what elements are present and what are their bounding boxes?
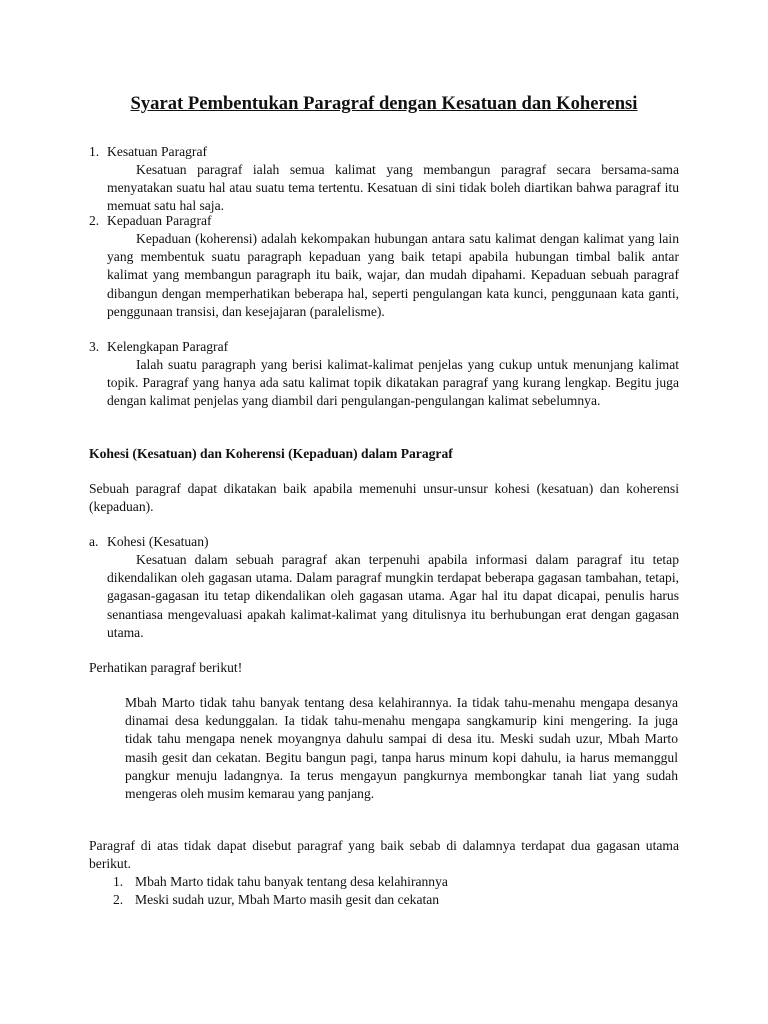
list-number: 2.	[89, 213, 100, 228]
list-number: 2.	[113, 892, 124, 907]
conclusion-paragraph: Paragraf di atas tidak dapat disebut paragraf yang baik sebab di dalamnya terdapat dua gagasan utama berikut.	[89, 838, 679, 872]
list-paragraph: Kesatuan paragraf ialah semua kalimat yang membangun paragraf secara bersama-sama menyatakan suatu hal atau suatu tema tertentu. Kesatuan di sini tidak boleh diartikan bahwa paragraf itu memuat satu hal saja.	[107, 162, 679, 214]
list-heading: Kepaduan Paragraf	[107, 213, 212, 228]
sub-item-paragraph: Kesatuan dalam sebuah paragraf akan terpenuhi apabila informasi dalam paragraf itu tetap dikendalikan oleh gagasan utama. Dalam paragraf mungkin terdapat beberapa gagasan tambahan, tetapi, gagasan-gagasan itu tetap dikendalikan oleh gagasan utama. Agar hal itu dapat dicapai, penulis harus senantiasa mengevaluasi apakah kalimat-kalimat yang ditulisnya itu berhubungan erat dengan gagasan utama.	[107, 552, 679, 640]
list-number: 3.	[89, 339, 100, 354]
prompt-text: Perhatikan paragraf berikut!	[89, 660, 243, 675]
list-paragraph: Ialah suatu paragraph yang berisi kalimat-kalimat penjelas yang cukup untuk menunjang kalimat topik. Paragraf yang hanya ada satu kalimat topik dikatakan paragraf yang kurang lengkap. Begitu juga dengan kalimat penjelas yang diambil dari pengulangan-pengulangan kalimat sebelumnya.	[107, 357, 679, 409]
sub-item-heading: Kohesi (Kesatuan)	[107, 534, 209, 549]
list-number: 1.	[89, 144, 100, 159]
list-text: Meski sudah uzur, Mbah Marto masih gesit dan cekatan	[135, 892, 440, 907]
list-number: 1.	[113, 874, 124, 889]
example-paragraph: Mbah Marto tidak tahu banyak tentang desa kelahirannya. Ia tidak tahu-menahu mengapa desanya dinamai desa kedunggalan. Ia tidak tahu-menahu mengapa sangkamurip kini mengering. Ia juga tidak tahu mengapa nenek moyangnya dahulu sampai di desa itu. Meski sudah uzur, Mbah Marto masih gesit dan cekatan. Begitu bangun pagi, tanpa harus minum kopi dahulu, ia harus memanggul pangkur menuju ladangnya. Ia terus mengayun pangkurnya membongkar tanah liat yang sudah mengeras oleh musim kemarau yang panjang.	[125, 695, 678, 802]
list-heading: Kesatuan Paragraf	[107, 144, 208, 159]
list-heading: Kelengkapan Paragraf	[107, 339, 229, 354]
section-heading: Kohesi (Kesatuan) dan Koherensi (Kepaduan) dalam Paragraf	[89, 446, 453, 461]
list-text: Mbah Marto tidak tahu banyak tentang desa kelahirannya	[135, 874, 448, 889]
page-title: Syarat Pembentukan Paragraf dengan Kesatuan dan Koherensi	[130, 93, 638, 114]
section-intro: Sebuah paragraf dapat dikatakan baik apabila memenuhi unsur-unsur kohesi (kesatuan) dan koherensi (kepaduan).	[89, 481, 679, 515]
list-paragraph: Kepaduan (koherensi) adalah kekompakan hubungan antara satu kalimat dengan kalimat yang lain yang membentuk suatu paragraph kepaduan yang baik tetapi apabila hubungan timbal balik antar kalimat yang membangun paragraph itu baik, wajar, dan mudah dipahami. Kepaduan sebuah paragraf dibangun dengan memperhatikan beberapa hal, seperti pengulangan kata kunci, penggunaan kata ganti, penggunaan transisi, dan kesejajaran (paralelisme).	[107, 231, 679, 319]
sub-item-label: a.	[89, 534, 99, 549]
